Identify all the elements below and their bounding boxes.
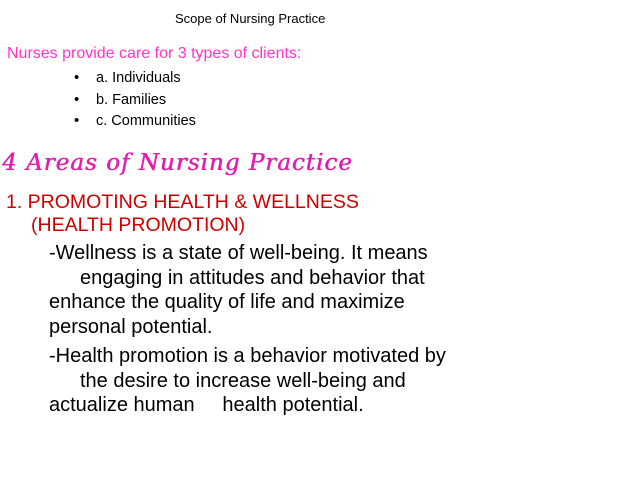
area-1-subtitle: (HEALTH PROMOTION) xyxy=(31,214,246,236)
paragraph-line: engaging in attitudes and behavior that xyxy=(80,266,425,289)
paragraph-line: -Health promotion is a behavior motivated by xyxy=(49,345,446,367)
bullet-icon: • xyxy=(74,90,80,108)
client-type-label: b. Families xyxy=(96,91,167,108)
paragraph-line: actualize human health potential. xyxy=(49,394,364,416)
paragraph-line: enhance the quality of life and maximize xyxy=(49,291,405,313)
paragraph-line: the desire to increase well-being and xyxy=(80,369,406,392)
bullet-icon: • xyxy=(74,112,80,129)
bullet-icon: • xyxy=(74,69,80,86)
client-type-label: a. Individuals xyxy=(96,70,181,86)
areas-heading: 4 Areas of Nursing Practice xyxy=(2,150,353,176)
area-1-title-line: 1. PROMOTING HEALTH & WELLNESS xyxy=(6,191,359,213)
paragraph-line: -Wellness is a state of well-being. It means xyxy=(49,242,428,264)
clients-heading: Nurses provide care for 3 types of clients: xyxy=(7,45,302,62)
client-type-label: c. Communities xyxy=(96,113,196,129)
wellness-definition xyxy=(49,241,428,339)
paragraph-line: personal potential. xyxy=(49,315,213,338)
slide-title: Scope of Nursing Practice xyxy=(175,11,326,26)
health-promotion-definition xyxy=(49,344,446,418)
area-1-title xyxy=(6,191,359,237)
